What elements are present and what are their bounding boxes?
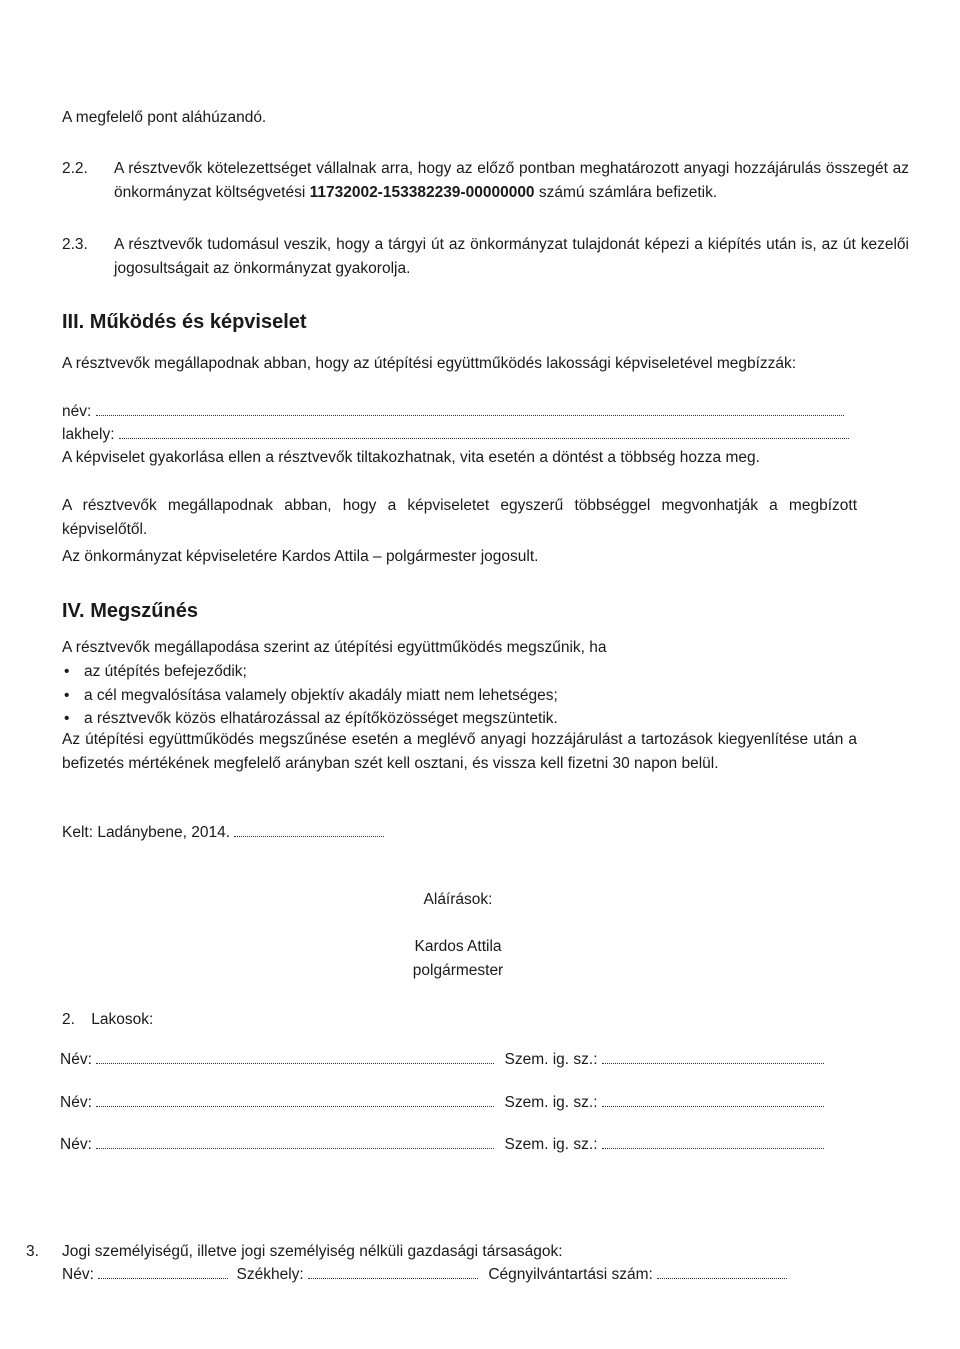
resident-name-blank — [96, 1049, 494, 1064]
signatures-heading: Aláírások: — [423, 891, 493, 908]
resident-id-label: Szem. ig. sz.: — [504, 1051, 598, 1068]
representative-name-label: név: — [62, 403, 92, 420]
clause-2-2-number: 2.2. — [62, 160, 88, 177]
clause-2-2 — [62, 157, 909, 204]
termination-list — [62, 660, 857, 731]
resident-id-blank — [602, 1092, 824, 1107]
representative-name-blank — [96, 401, 844, 416]
date-blank — [234, 822, 384, 837]
place-date-line — [62, 821, 384, 845]
residents-heading — [62, 1008, 153, 1032]
section-3-paragraph-3: A résztvevők megállapodnak abban, hogy a képviseletet egyszerű többséggel megvonhatják a megbízott képviselőtől. — [62, 497, 857, 538]
section-3-heading — [62, 311, 307, 335]
clause-2-3-number: 2.3. — [62, 236, 88, 253]
termination-item: • az útépítés befejeződik; — [62, 660, 857, 684]
company-reg-label: Cégnyilvántartási szám: — [488, 1266, 653, 1283]
representative-name-line — [62, 400, 857, 424]
clause-2-3 — [62, 233, 909, 280]
resident-name-label: Név: — [60, 1136, 92, 1153]
clause-2-2-text-b: számú számlára befizetik. — [534, 183, 718, 201]
company-name-label: Név: — [62, 1266, 94, 1283]
company-seat-blank — [308, 1264, 478, 1279]
representative-place-line — [62, 423, 857, 447]
section-3-roman: III. — [62, 311, 85, 333]
mayor-title: polgármester — [412, 962, 504, 979]
termination-item: • a résztvevők közös elhatározással az építőközösséget megszüntetik. — [62, 707, 857, 731]
section-3-paragraph-4: Az önkormányzat képviseletére Kardos Attila – polgármester jogosult. — [62, 548, 539, 565]
residents-label: Lakosok: — [91, 1011, 154, 1028]
resident-name-blank — [96, 1134, 494, 1149]
representative-place-blank — [119, 424, 849, 439]
section-4-roman: IV. — [62, 600, 85, 622]
termination-item: • a cél megvalósítása valamely objektív akadály miatt nem lehetséges; — [62, 684, 857, 708]
resident-name-blank — [96, 1092, 494, 1107]
companies-label: Jogi személyiségű, illetve jogi személyiség nélküli gazdasági társaságok: — [62, 1243, 563, 1260]
companies-number: 3. — [26, 1243, 39, 1260]
resident-id-label: Szem. ig. sz.: — [504, 1136, 598, 1153]
resident-name-label: Név: — [60, 1051, 92, 1068]
place-date-label: Kelt: Ladánybene, 2014. — [62, 824, 231, 841]
section-3-paragraph-1: A résztvevők megállapodnak abban, hogy az útépítési együttműködés lakossági képviseletével megbízzák: — [62, 355, 797, 372]
company-seat-label: Székhely: — [236, 1266, 304, 1283]
representative-place-label: lakhely: — [62, 426, 115, 443]
residents-number: 2. — [62, 1011, 75, 1028]
intro-note: A megfelelő pont aláhúzandó. — [62, 109, 267, 126]
company-name-blank — [98, 1264, 228, 1279]
resident-row — [60, 1048, 860, 1072]
section-3-paragraph-2: A képviselet gyakorlása ellen a résztvevők tiltakozhatnak, vita esetén a döntést a többség hozza meg. — [62, 449, 760, 466]
resident-row — [60, 1091, 860, 1115]
resident-id-blank — [602, 1134, 824, 1149]
company-row — [62, 1263, 862, 1287]
section-4-heading — [62, 600, 198, 624]
account-number: 11732002-153382239-00000000 — [309, 183, 535, 201]
section-4-title: Megszűnés — [90, 600, 198, 622]
resident-id-blank — [602, 1049, 824, 1064]
resident-id-label: Szem. ig. sz.: — [504, 1094, 598, 1111]
clause-2-2-text-a: A résztvevők kötelezettséget vállalnak arra, hogy az előző pontban meghatározott anyagi hozzájárulás összegét az önkormányzat költségvetési — [114, 160, 909, 201]
company-reg-blank — [657, 1264, 787, 1279]
section-3-title: Működés és képviselet — [89, 311, 307, 333]
section-4-paragraph-2: Az útépítési együttműködés megszűnése esetén a meglévő anyagi hozzájárulást a tartozások kiegyenlítése után a befizetés mértékének megfelelő arányban szét kell osztani, és vissza kell fizetni 30 napon belül. — [62, 731, 857, 772]
resident-name-label: Név: — [60, 1094, 92, 1111]
section-4-paragraph-1: A résztvevők megállapodása szerint az útépítési együttműködés megszűnik, ha — [62, 639, 607, 656]
clause-2-3-text: A résztvevők tudomásul veszik, hogy a tárgyi út az önkormányzat tulajdonát képezi a kiépítés után is, az út kezelői jogosultságait az önkormányzat gyakorolja. — [114, 236, 909, 277]
mayor-name: Kardos Attila — [414, 938, 502, 955]
resident-row — [60, 1133, 860, 1157]
